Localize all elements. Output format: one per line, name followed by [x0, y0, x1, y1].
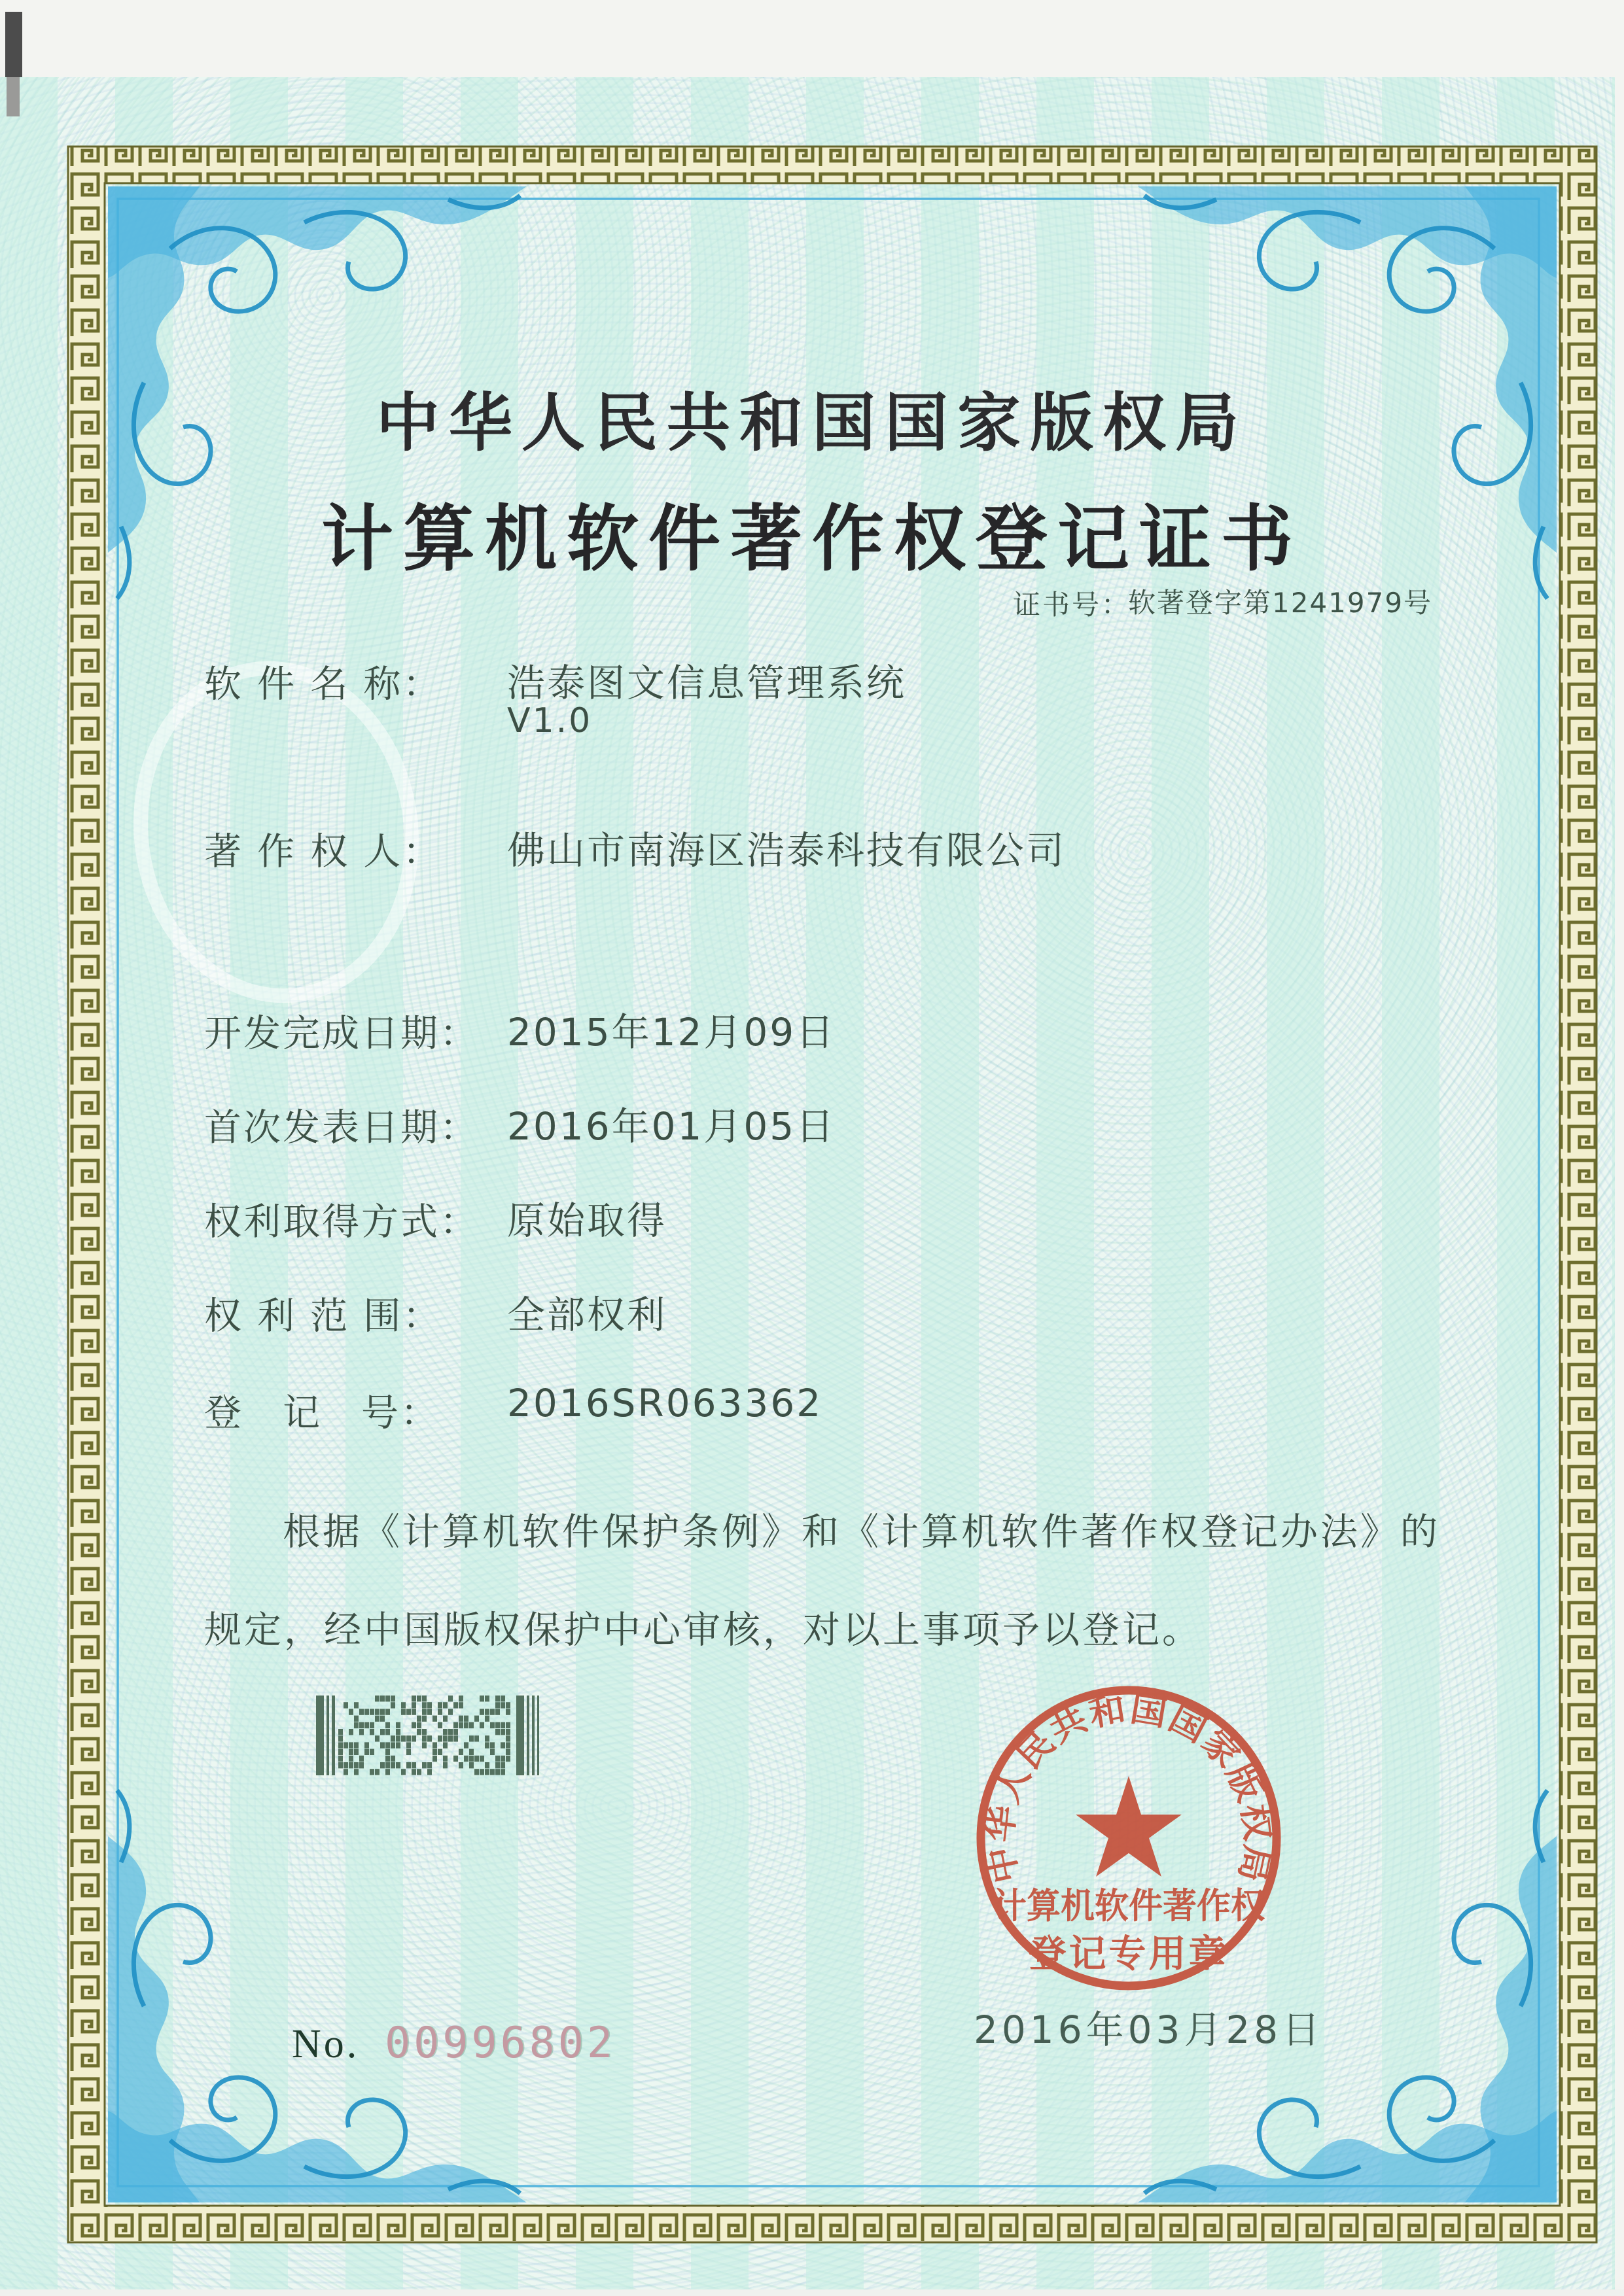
serial-number-label: No.: [292, 2022, 360, 2066]
rights-scope-value: 全部权利: [507, 1293, 667, 1337]
barcode-2d: [316, 1696, 553, 1775]
corner-ornament-bottom-left: [108, 1790, 527, 2202]
seal-star-icon: [1076, 1776, 1182, 1877]
copyright-holder-value: 佛山市南海区浩泰科技有限公司: [507, 828, 1067, 873]
seal-caption-line1: 计算机软件著作权: [993, 1885, 1265, 1926]
dev-complete-date-value: 2015年12月09日: [507, 1010, 836, 1054]
first-publish-date-label: 首次发表日期：: [204, 1106, 479, 1149]
serial-number: 00996802: [385, 2019, 616, 2068]
issue-date: 2016年03月28日: [974, 2008, 1324, 2052]
first-publish-date-value: 2016年01月05日: [507, 1104, 836, 1149]
registration-number-value: 2016SR063362: [507, 1381, 823, 1425]
scanner-edge-artifact-2: [7, 77, 20, 116]
software-version: V1.0: [507, 701, 593, 740]
cert-number-value: 软著登字第1241979号: [1128, 587, 1433, 619]
scanner-edge-artifact: [5, 12, 22, 77]
copyright-holder-label: 著 作 权 人：: [204, 830, 442, 873]
registration-number-label: 登 记 号：: [204, 1391, 440, 1435]
seal-caption-line2: 登记专用章: [1029, 1932, 1229, 1975]
software-name-value: 浩泰图文信息管理系统: [507, 661, 907, 705]
rights-scope-label: 权 利 范 围：: [204, 1295, 442, 1338]
rights-acquisition-value: 原始取得: [507, 1198, 667, 1243]
cert-number-label: 证书号：: [1013, 589, 1131, 621]
official-seal: [972, 1681, 1286, 1995]
authority-name: 中华人民共和国国家版权局: [376, 386, 1248, 460]
dev-complete-date-label: 开发完成日期：: [204, 1012, 479, 1055]
rights-acquisition-label: 权利取得方式：: [204, 1200, 479, 1244]
scan-margin-right: [1615, 0, 1624, 2296]
software-name-label: 软 件 名 称：: [204, 663, 442, 706]
statement-line-2: 规定，经中国版权保护中心审核，对以上事项予以登记。: [204, 1609, 1202, 1652]
seal-ring-text: 中华人民共和国国家版权局: [980, 1690, 1277, 1887]
certificate-title: 计算机软件著作权登记证书: [321, 497, 1303, 581]
scan-margin-top: [0, 0, 1624, 77]
statement-line-1: 根据《计算机软件保护条例》和《计算机软件著作权登记办法》的: [283, 1510, 1440, 1554]
scan-margin-bottom: [0, 2289, 1624, 2296]
